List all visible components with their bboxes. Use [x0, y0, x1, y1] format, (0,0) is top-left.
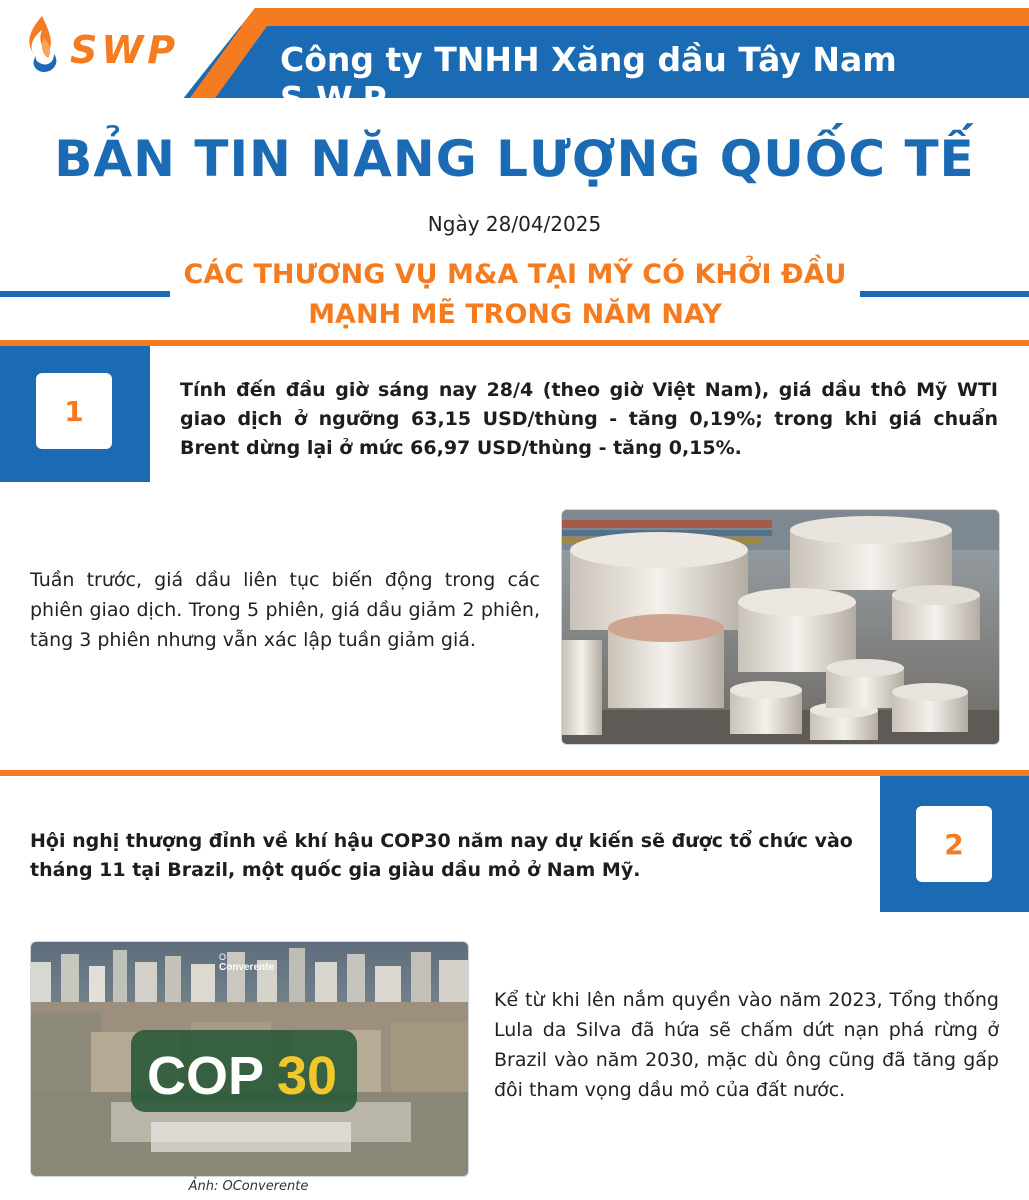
watermark-small: O	[219, 952, 227, 962]
section-1-number: 1	[36, 373, 112, 449]
cop-sign-number: 30	[277, 1046, 338, 1106]
cop30-city-photo	[30, 941, 469, 1177]
watermark-brand: Converente	[219, 962, 275, 973]
flame-logo-icon	[20, 14, 64, 74]
headline-line-2: MẠNH MẼ TRONG NĂM NAY	[308, 299, 722, 330]
oil-storage-tanks-photo	[561, 509, 1000, 745]
section-2-number-panel	[880, 776, 1029, 912]
photo-caption: Ảnh: OConverente	[188, 1179, 309, 1194]
section-2-number: 2	[916, 806, 992, 882]
company-name: Công ty TNHH Xăng dầu Tây Nam S.W.P	[280, 40, 897, 118]
section-1-body: Tuần trước, giá dầu liên tục biến động trong các phiên giao dịch. Trong 5 phiên, giá dầu giảm 2 phiên, tăng 3 phiên nhưng vẫn xác lập tuần giảm giá.	[30, 569, 540, 651]
section-2-body: Kể từ khi lên nắm quyền vào năm 2023, Tổng thống Lula da Silva đã hứa sẽ chấm dứt nạn phá rừng ở Brazil vào năm 2030, mặc dù ông cũng đã tăng gấp đôi tham vọng dầu mỏ của đất nước.	[494, 989, 999, 1101]
divider-left	[0, 291, 170, 297]
logo-text: SWP	[70, 28, 180, 72]
divider-right	[860, 291, 1029, 297]
cop-sign-text: COP	[147, 1046, 265, 1106]
section-1-number-panel	[0, 346, 150, 482]
section-2-lead: Hội nghị thượng đỉnh về khí hậu COP30 năm nay dự kiến sẽ được tổ chức vào tháng 11 tại Brazil, một quốc gia giàu dầu mỏ ở Nam Mỹ.	[30, 830, 853, 881]
section-1-lead: Tính đến đầu giờ sáng nay 28/4 (theo giờ Việt Nam), giá dầu thô Mỹ WTI giao dịch ở ngưỡng 63,15 USD/thùng - tăng 0,19%; trong khi giá chuẩn Brent dừng lại ở mức 66,97 USD/thùng - tăng 0,15%.	[180, 379, 998, 459]
section-divider-2	[0, 770, 1029, 776]
section-divider	[0, 340, 1029, 346]
headline	[170, 255, 860, 335]
headline-line-1: CÁC THƯƠNG VỤ M&A TẠI MỸ CÓ KHỞI ĐẦU	[183, 259, 847, 290]
bulletin-date: Ngày 28/04/2025	[427, 212, 602, 236]
bulletin-title: BẢN TIN NĂNG LƯỢNG QUỐC TẾ	[54, 130, 975, 188]
